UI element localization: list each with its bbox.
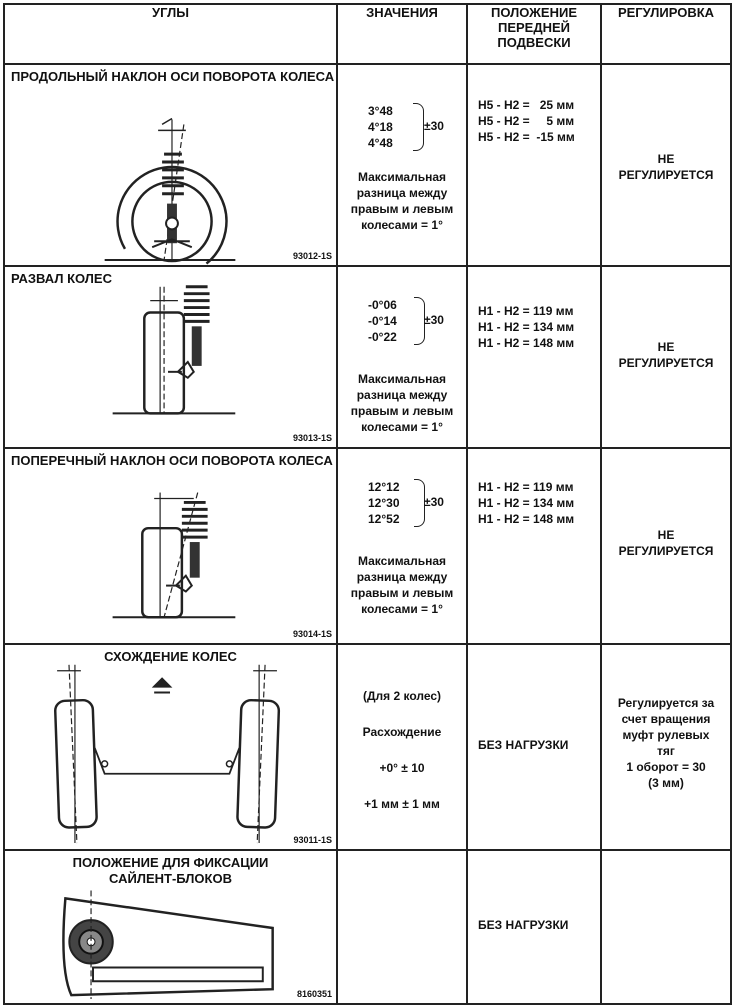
max-diff: Максимальная разница между правым и левым колесами = 1°: [350, 554, 454, 616]
value-max: -0°22: [368, 330, 397, 344]
suspension-list: [468, 267, 600, 351]
adjustment-list: [602, 645, 730, 791]
header-angles: [4, 4, 337, 64]
value-min: 3°48: [368, 104, 393, 118]
angle-cell-toe: [4, 644, 337, 850]
suspension-line: H1 - H2 = 148 мм: [478, 336, 575, 350]
values-list: [368, 297, 397, 345]
value-line: +1 мм ± 1 мм: [364, 797, 440, 811]
values-list: [338, 687, 466, 813]
toe-diagram: [5, 645, 336, 849]
value-nom: -0°14: [368, 314, 397, 328]
values-cell-caster: [337, 64, 467, 266]
adjustment-cell-caster: [601, 64, 731, 266]
values-cell-bushing: [337, 850, 467, 1004]
kpi-diagram: [5, 449, 336, 643]
header-values: ЗНАЧЕНИЯ: [337, 4, 467, 64]
suspension-list: [468, 65, 600, 145]
suspension-list: [468, 449, 600, 527]
angle-cell-camber: [4, 266, 337, 448]
suspension-cell-kpi: [467, 448, 601, 644]
caster-diagram: [5, 65, 336, 265]
adjustment-line: (3 мм): [648, 776, 684, 790]
value-line: (Для 2 колес): [362, 689, 442, 703]
adjustment-line: муфт рулевых: [622, 728, 710, 742]
camber-diagram: [5, 267, 336, 447]
suspension-cell-caster: [467, 64, 601, 266]
value-max: 12°52: [368, 512, 400, 526]
tolerance: ±30: [424, 495, 444, 509]
bushing-diagram: [5, 851, 336, 1003]
suspension-line: H5 - H2 = 25 мм: [478, 98, 575, 112]
suspension-line: H1 - H2 = 119 мм: [478, 304, 574, 318]
max-diff: Максимальная разница между правым и левым колесами = 1°: [350, 372, 454, 434]
header-angles-label: УГЛЫ: [152, 5, 189, 20]
figure-code: 8160351: [296, 989, 332, 999]
header-suspension: ПОЛОЖЕНИЕ ПЕРЕДНЕЙ ПОДВЕСКИ: [467, 4, 601, 64]
header-adjustment: РЕГУЛИРОВКА: [601, 4, 731, 64]
suspension-text: БЕЗ НАГРУЗКИ: [478, 918, 569, 932]
figure-code: 93012-1S: [292, 251, 332, 261]
suspension-cell-camber: [467, 266, 601, 448]
adjustment-line: тяг: [657, 744, 675, 758]
value-max: 4°48: [368, 136, 393, 150]
table-row: [4, 850, 731, 1004]
adjustment-line: 1 оборот = 30: [626, 760, 706, 774]
figure-code: 93014-1S: [292, 629, 332, 639]
value-line: +0° ± 10: [379, 761, 425, 775]
angle-cell-bushing: [4, 850, 337, 1004]
angle-title: ПОЛОЖЕНИЕ ДЛЯ ФИКСАЦИИ САЙЛЕНТ-БЛОКОВ: [72, 855, 269, 886]
suspension-cell-bushing: [467, 850, 601, 1004]
angle-title: ПРОДОЛЬНЫЙ НАКЛОН ОСИ ПОВОРОТА КОЛЕСА: [11, 69, 335, 84]
figure-code: 93013-1S: [292, 433, 332, 443]
value-nom: 12°30: [368, 496, 400, 510]
angle-cell-kpi: [4, 448, 337, 644]
suspension-line: H5 - H2 = 5 мм: [478, 114, 575, 128]
suspension-line: H5 - H2 = -15 мм: [478, 130, 575, 144]
value-line: Расхождение: [362, 725, 442, 739]
brace: [413, 103, 424, 151]
angle-title: СХОЖДЕНИЕ КОЛЕС: [104, 649, 237, 664]
adjustment-cell-kpi: [601, 448, 731, 644]
values-list: [368, 103, 393, 151]
figure-code: 93011-1S: [293, 835, 332, 845]
adjustment-line: счет вращения: [621, 712, 711, 726]
suspension-cell-toe: [467, 644, 601, 850]
tolerance: ±30: [424, 313, 444, 327]
wheel-alignment-table: [3, 3, 732, 1005]
adjustment-cell-toe: [601, 644, 731, 850]
table-row: [4, 644, 731, 850]
adjustment-text: НЕ РЕГУЛИРУЕТСЯ: [618, 152, 714, 182]
suspension-line: H1 - H2 = 119 мм: [478, 480, 574, 494]
values-cell-kpi: [337, 448, 467, 644]
values-cell-camber: [337, 266, 467, 448]
value-min: 12°12: [368, 480, 400, 494]
max-diff: Максимальная разница между правым и левым колесами = 1°: [350, 170, 454, 232]
adjustment-text: НЕ РЕГУЛИРУЕТСЯ: [618, 340, 714, 370]
angle-title: РАЗВАЛ КОЛЕС: [11, 271, 112, 286]
values-list: [368, 479, 400, 527]
adjustment-cell-bushing: [601, 850, 731, 1004]
suspension-line: H1 - H2 = 134 мм: [478, 496, 575, 510]
table-row: [4, 266, 731, 448]
angle-title: ПОПЕРЕЧНЫЙ НАКЛОН ОСИ ПОВОРОТА КОЛЕСА: [11, 453, 333, 468]
suspension-line: H1 - H2 = 134 мм: [478, 320, 575, 334]
suspension-line: H1 - H2 = 148 мм: [478, 512, 575, 526]
tolerance: ±30: [424, 119, 444, 133]
value-nom: 4°18: [368, 120, 393, 134]
values-cell-toe: [337, 644, 467, 850]
table-row: [4, 448, 731, 644]
suspension-text: БЕЗ НАГРУЗКИ: [478, 738, 569, 752]
adjustment-text: НЕ РЕГУЛИРУЕТСЯ: [618, 528, 714, 558]
angle-cell-caster: [4, 64, 337, 266]
adjustment-line: Регулируется за: [617, 696, 715, 710]
adjustment-cell-camber: [601, 266, 731, 448]
table-row: [4, 64, 731, 266]
header-row: [4, 4, 731, 64]
value-min: -0°06: [368, 298, 397, 312]
